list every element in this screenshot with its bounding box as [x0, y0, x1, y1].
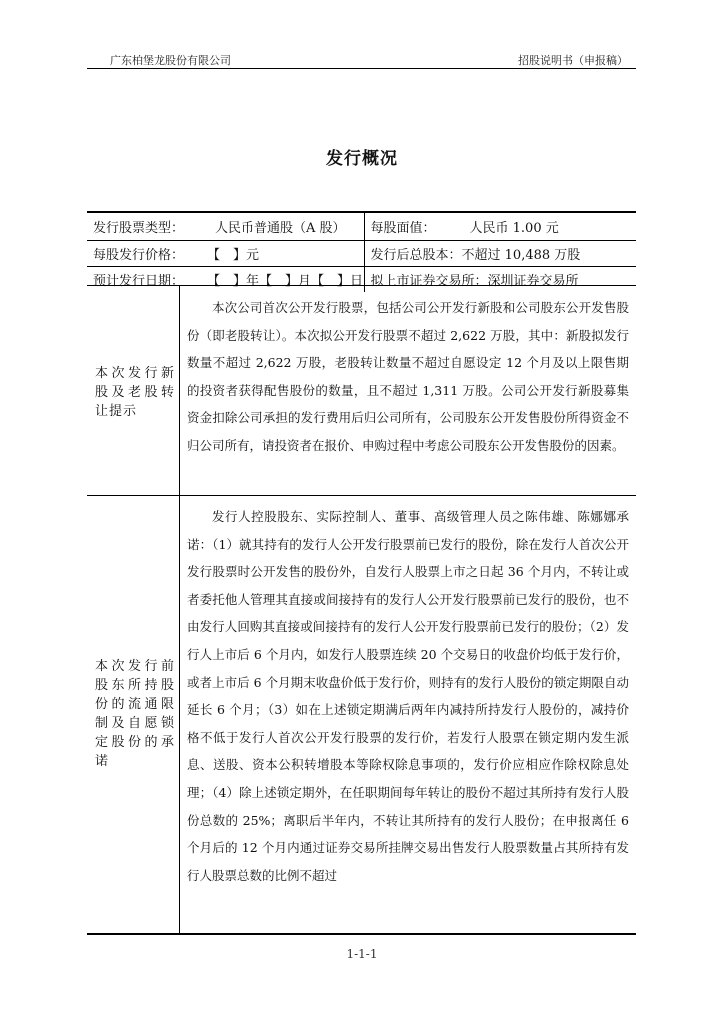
offering-summary-table [87, 211, 636, 292]
table-row [87, 241, 636, 267]
header-rule [87, 68, 636, 69]
section-lockup-commitment [87, 494, 636, 935]
page-title: 发行概况 [326, 149, 398, 169]
section-body: 本次公司首次公开发行股票，包括公司公开发行新股和公司股东公开发售股份（即老股转让）。本次拟公开发行股票不超过 2,622 万股，其中：新股拟发行数量不超过 2,622 万股，老股转让数量不超过自愿设定 12 个月及以上限售期的投资者获得配售股份的数量，且不超过 1,311 万股。公司公开发行新股募集资金扣除公司承担的发行费用后归公司所有，公司股东公开发售股份所得资金不归公司所有，请投资者在报价、申购过程中考虑公司股东公开发售股份的因素。 [187, 300, 629, 453]
par-value-value: 人民币 1.00 元 [469, 221, 559, 236]
issue-price-label: 每股发行价格： [87, 241, 179, 267]
issue-date-label: 预计发行日期： [93, 274, 185, 289]
section-body: 发行人控股股东、实际控制人、董事、高级管理人员之陈伟雄、陈娜娜承诺：（1）就其持有的发行人公开发行股票前已发行的股份，除在发行人首次公开发行股票时公开发售的股份外，自发行人股票上市之日起 36 个月内，不转让或者委托他人管理其直接或间接持有的发行人公开发行股票前已发行的股份，也不由发行人回购其直接或间接持有的发行人公开发行股票前已发行的股份；（2）发行人上市后 6 个月内，如发行人股票连续 20 个交易日的收盘价均低于发行价，或者上市后 6 个月期末收盘价低于发行价，则持有的发行人股份的锁定期限自动延长 6 个月；（3）如在上述锁定期满后两年内减持所持发行人股份的，减持价格不低于发行人首次公开发行股票的发行价，若发行人股票在锁定期内发生派息、送股、资本公积转增股本等除权除息事项的，发行价应相应作除权除息处理；（4）除上述锁定期外，在任职期间每年转让的股份不超过其所持有发行人股份总数的 25%；离职后半年内，不转让其所持有的发行人股份；在申报离任 6 个月后的 12 个月内通过证券交易所挂牌交易出售发行人股票数量占其所持有发行人股票总数的比例不超过 [187, 509, 629, 883]
exchange-value: 深圳证券交易所 [487, 274, 579, 289]
section-label-cell [87, 286, 180, 495]
header-doc-type: 招股说明书（申报稿） [518, 54, 628, 67]
header-company: 广东柏堡龙股份有限公司 [110, 54, 231, 67]
total-shares-label: 发行后总股本： [370, 248, 462, 263]
total-shares-cell [364, 241, 636, 267]
issue-type-value: 人民币普通股（A 股） [179, 212, 364, 241]
issue-type-label: 发行股票类型： [87, 212, 179, 241]
section-label: 本次发行前股东所持股份的流通限制及自愿锁定股份的承诺 [95, 659, 175, 769]
section-new-shares-notice [87, 285, 636, 496]
page-number: 1-1-1 [346, 947, 378, 961]
par-value-cell [364, 212, 636, 241]
table-row [87, 212, 636, 241]
section-label-cell [87, 494, 180, 933]
section-label: 本次发行新股及老股转让提示 [95, 366, 175, 419]
issue-price-value: 【 】元 [179, 241, 364, 267]
par-value-label: 每股面值： [370, 221, 436, 236]
total-shares-value: 不超过 10,488 万股 [461, 248, 581, 263]
exchange-label: 拟上市证券交易所： [370, 274, 488, 289]
issue-date-value: 【 】年【 】月【 】日 [179, 267, 364, 293]
